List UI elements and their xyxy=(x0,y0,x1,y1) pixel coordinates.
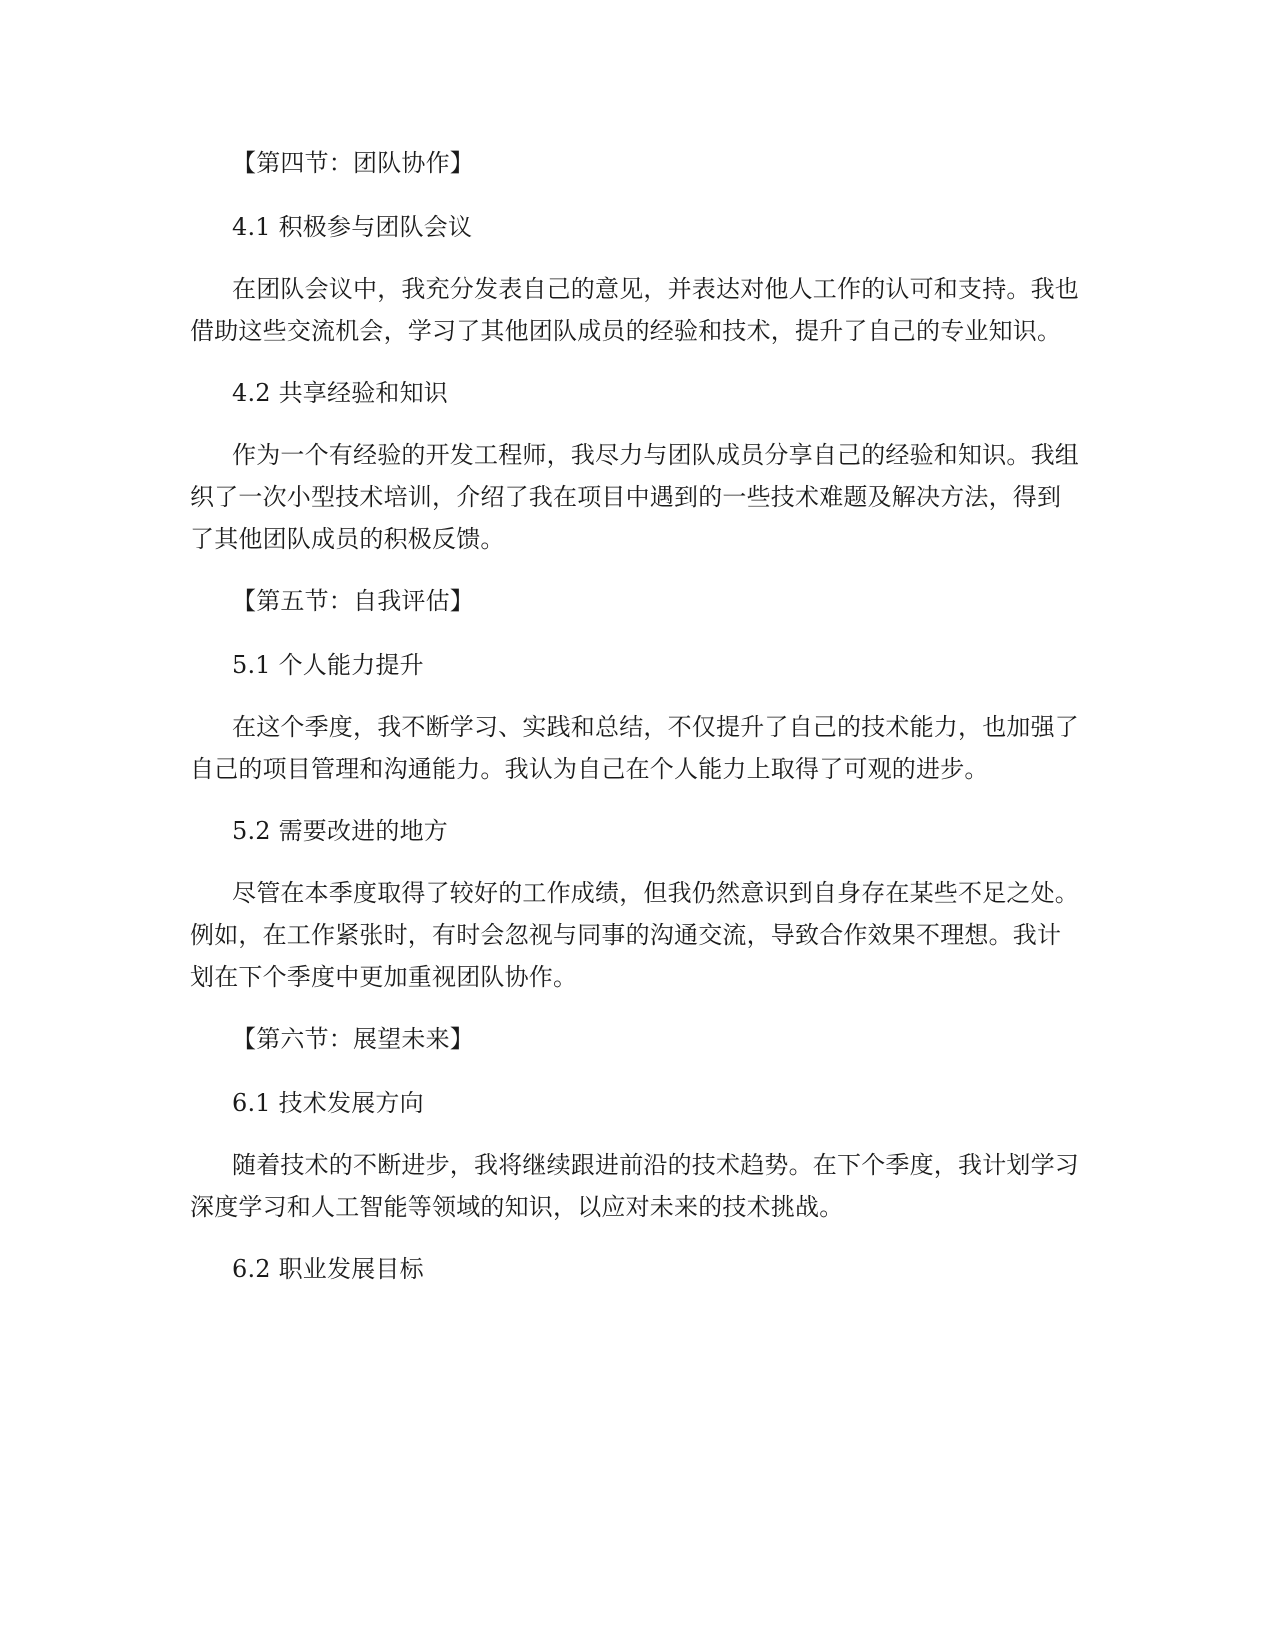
section-heading: 【第六节：展望未来】 xyxy=(232,1025,474,1053)
subsection-heading: 6.1 技术发展方向 xyxy=(232,1089,424,1117)
body-paragraph: 作为一个有经验的开发工程师，我尽力与团队成员分享自己的经验和知识。我组织了一次小型技术培训，介绍了我在项目中遇到的一些技术难题及解决方法，得到了其他团队成员的积极反馈。 xyxy=(190,441,1079,553)
subsection-heading: 6.2 职业发展目标 xyxy=(232,1255,424,1283)
subsection-heading: 4.2 共享经验和知识 xyxy=(232,379,448,407)
body-paragraph: 在这个季度，我不断学习、实践和总结，不仅提升了自己的技术能力，也加强了自己的项目管理和沟通能力。我认为自己在个人能力上取得了可观的进步。 xyxy=(190,713,1079,783)
body-paragraph: 随着技术的不断进步，我将继续跟进前沿的技术趋势。在下个季度，我计划学习深度学习和人工智能等领域的知识，以应对未来的技术挑战。 xyxy=(190,1151,1079,1221)
section-heading: 【第五节：自我评估】 xyxy=(232,587,474,615)
subsection-heading: 4.1 积极参与团队会议 xyxy=(232,213,473,241)
subsection-heading: 5.1 个人能力提升 xyxy=(232,651,424,679)
section-heading: 【第四节：团队协作】 xyxy=(232,149,474,177)
body-paragraph: 尽管在本季度取得了较好的工作成绩，但我仍然意识到自身存在某些不足之处。例如，在工作紧张时，有时会忽视与同事的沟通交流，导致合作效果不理想。我计划在下个季度中更加重视团队协作。 xyxy=(190,879,1079,991)
subsection-heading: 5.2 需要改进的地方 xyxy=(232,817,448,845)
document-body xyxy=(190,142,1080,1310)
body-paragraph: 在团队会议中，我充分发表自己的意见，并表达对他人工作的认可和支持。我也借助这些交流机会，学习了其他团队成员的经验和技术，提升了自己的专业知识。 xyxy=(190,275,1079,345)
